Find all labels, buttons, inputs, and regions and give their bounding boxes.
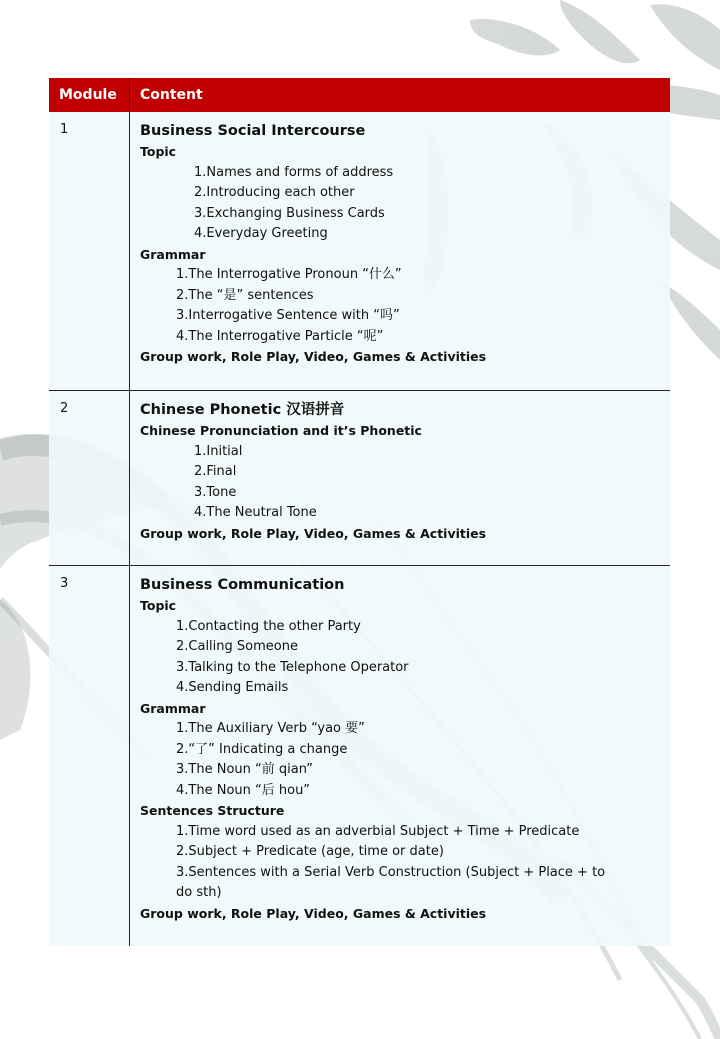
structure-item: 3.Sentences with a Serial Verb Construction (Subject + Place + to do sth) — [176, 864, 606, 900]
topic-label: Topic — [140, 144, 177, 159]
grammar-item: 4.The Noun “后 hou” — [176, 782, 311, 798]
module-row — [49, 566, 670, 946]
structure-label: Sentences Structure — [140, 803, 285, 818]
activities-line: Group work, Role Play, Video, Games & Activities — [140, 525, 487, 541]
topic-item: 4.Everyday Greeting — [194, 226, 328, 241]
structure-item: 1.Time word used as an adverbial Subject + Time + Predicate — [176, 823, 580, 839]
topic-item: 2.Calling Someone — [176, 639, 298, 654]
phonetic-item: 1.Initial — [194, 443, 243, 459]
grammar-item: 1.The Interrogative Pronoun “什么” — [176, 267, 402, 282]
topic-item: 2.Introducing each other — [194, 185, 355, 200]
structure-item: 2.Subject + Predicate (age, time or date) — [176, 844, 444, 859]
phonetic-item: 2.Final — [194, 464, 237, 479]
module-number: 3 — [49, 566, 130, 946]
module-content — [130, 112, 670, 390]
grammar-item: 3.Interrogative Sentence with “吗” — [176, 308, 400, 323]
module-number: 1 — [49, 112, 130, 390]
module-row — [49, 391, 670, 566]
grammar-item: 3.The Noun “前 qian” — [176, 762, 313, 777]
grammar-item: 4.The Interrogative Particle “呢” — [176, 328, 384, 344]
module-number: 2 — [49, 391, 130, 565]
phonetic-item: 4.The Neutral Tone — [194, 505, 317, 520]
module-title: Business Social Intercourse — [140, 123, 366, 139]
grammar-label: Grammar — [140, 700, 206, 716]
topic-item: 3.Talking to the Telephone Operator — [176, 659, 409, 675]
grammar-item: 2.“了” Indicating a change — [176, 741, 348, 757]
module-content — [130, 391, 670, 565]
table-header — [49, 78, 670, 112]
module-content — [130, 566, 670, 946]
module-title: Chinese Phonetic 汉语拼音 — [140, 402, 345, 418]
pronunciation-label: Chinese Pronunciation and it’s Phonetic — [140, 423, 422, 438]
topic-item: 1.Contacting the other Party — [176, 618, 361, 634]
topic-label: Topic — [140, 598, 177, 613]
course-table — [49, 78, 670, 946]
grammar-label: Grammar — [140, 246, 206, 262]
activities-line: Group work, Role Play, Video, Games & Activities — [140, 905, 487, 921]
grammar-item: 2.The “是” sentences — [176, 287, 314, 303]
grammar-item: 1.The Auxiliary Verb “yao 要” — [176, 721, 365, 736]
topic-item: 1.Names and forms of address — [194, 164, 394, 180]
header-module: Module — [49, 78, 130, 112]
phonetic-item: 3.Tone — [194, 484, 237, 500]
topic-item: 3.Exchanging Business Cards — [194, 205, 385, 221]
module-title: Business Communication — [140, 577, 345, 593]
activities-line: Group work, Role Play, Video, Games & Activities — [140, 349, 487, 364]
header-content: Content — [140, 87, 203, 103]
topic-item: 4.Sending Emails — [176, 680, 289, 695]
module-row — [49, 112, 670, 391]
